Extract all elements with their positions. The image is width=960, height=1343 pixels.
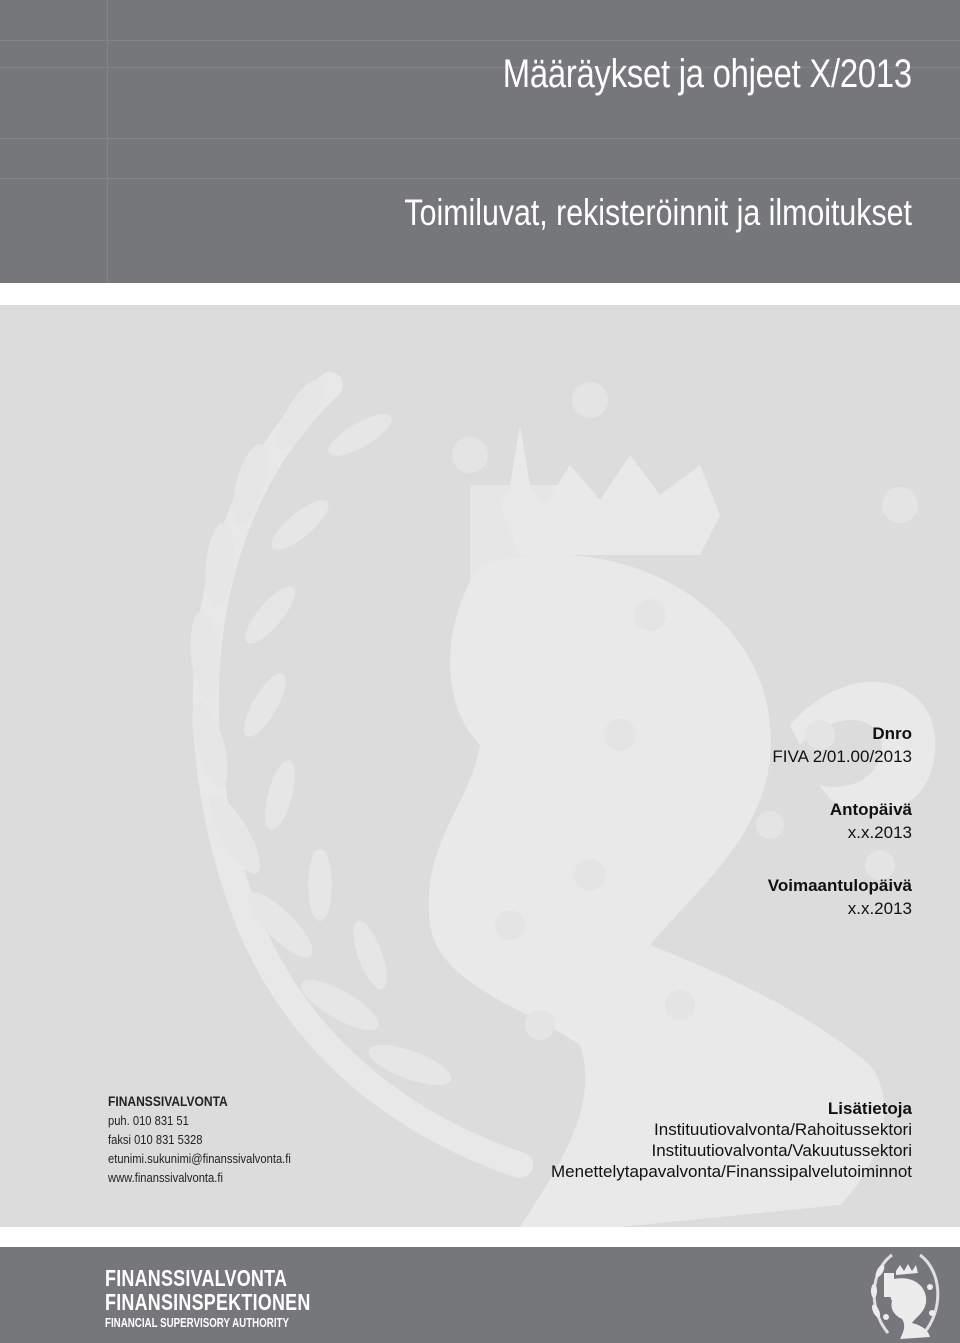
- header-gridline: [0, 178, 960, 179]
- antopaiva-label: Antopäivä: [829, 800, 912, 819]
- antopaiva-value: x.x.2013: [847, 823, 912, 842]
- contact-org: FINANSSIVALVONTA: [108, 1093, 228, 1109]
- lisatietoja-line: Menettelytapavalvonta/Finanssipalvelutoiminnot: [551, 1162, 912, 1181]
- page-subtitle: Toimiluvat, rekisteröinnit ja ilmoitukset: [404, 192, 912, 233]
- footer-band: [0, 1247, 960, 1343]
- contact-fax: faksi 010 831 5328: [108, 1132, 203, 1147]
- header-gridline: [0, 40, 960, 41]
- header-gridline: [107, 0, 108, 283]
- header-band: [0, 0, 960, 283]
- dnro-value: FIVA 2/01.00/2013: [772, 747, 912, 766]
- lion-seal-icon: [862, 1247, 950, 1343]
- footer-logo: [105, 1266, 311, 1331]
- voimaantulo-value: x.x.2013: [847, 899, 912, 918]
- logo-line-finansinspektionen: FINANSINSPEKTIONEN: [105, 1289, 311, 1315]
- logo-line-finanssivalvonta: FINANSSIVALVONTA: [105, 1265, 288, 1291]
- contact-email[interactable]: etunimi.sukunimi@finanssivalvonta.fi: [108, 1151, 291, 1166]
- page-title: Määräykset ja ohjeet X/2013: [502, 52, 912, 96]
- lisatietoja-line: Instituutiovalvonta/Vakuutussektori: [651, 1141, 912, 1160]
- logo-line-fsa: FINANCIAL SUPERVISORY AUTHORITY: [105, 1316, 290, 1330]
- dnro-label: Dnro: [872, 724, 912, 743]
- contact-block: [108, 1092, 291, 1187]
- header-gridline: [0, 138, 960, 139]
- lisatietoja-block: [551, 1098, 912, 1182]
- lisatietoja-heading: Lisätietoja: [827, 1099, 912, 1118]
- contact-phone: puh. 010 831 51: [108, 1113, 189, 1128]
- lisatietoja-line: Instituutiovalvonta/Rahoitussektori: [654, 1120, 912, 1139]
- voimaantulo-label: Voimaantulopäivä: [767, 876, 912, 895]
- contact-web[interactable]: www.finanssivalvonta.fi: [108, 1170, 223, 1185]
